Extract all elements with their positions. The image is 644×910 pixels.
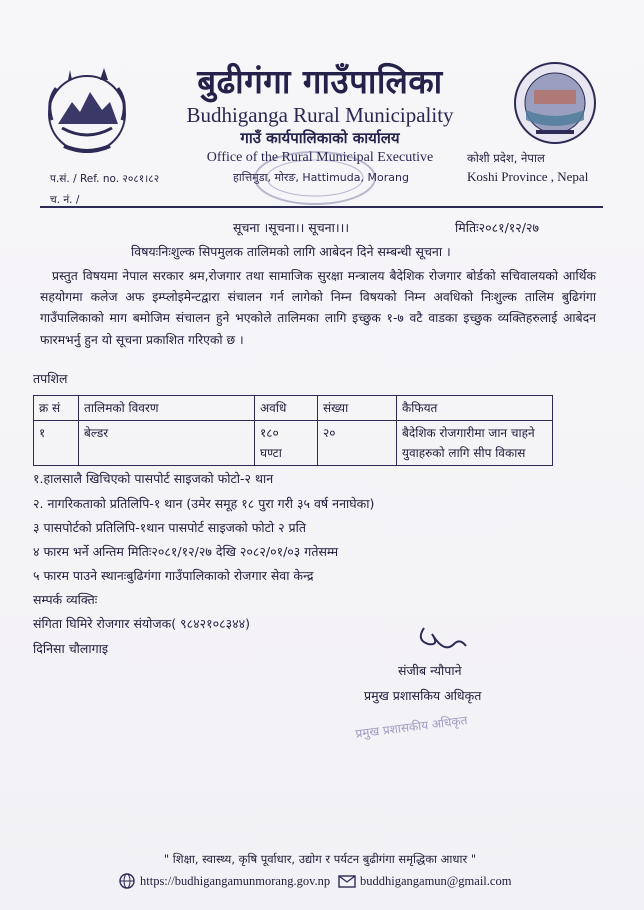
office-stamp-icon	[250, 148, 380, 208]
requirement-item: १.हालसालै खिचिएको पासपोर्ट साइजको फोटो-२ थान	[33, 471, 274, 486]
header-divider	[40, 206, 603, 208]
requirement-item: २. नागरिकताको प्रतिलिपि-१ थान (उमेर समूह १८ पुरा गरी ३५ वर्ष ननाघेका)	[33, 496, 375, 511]
requirement-item: ३ पासपोर्टको प्रतिलिपि-१थान पासपोर्ट साइजको फोटो २ प्रति	[33, 520, 307, 535]
details-label: तपशिल	[33, 371, 68, 386]
office-address: हात्तिमुडा, मोरङ, Hattimuda, Morang	[233, 171, 409, 184]
office-title-nepali: गाउँ कार्यपालिकाको कार्यालय	[240, 129, 400, 147]
training-table	[33, 395, 553, 466]
table-header-row	[34, 396, 553, 421]
requirement-item: ४ फारम भर्ने अन्तिम मितिः२०८१/१२/२७ देखि २०८२/०१/०३ गतेसम्म	[33, 544, 339, 559]
notice-paragraph: प्रस्तुत विषयमा नेपाल सरकार श्रम,रोजगार तथा सामाजिक सुरक्षा मन्त्रालय बैदेशिक रोजगार बोर्डको सचिवालयको आर्थिक सहयोगमा कलेज अफ इम्प्लोइमेन्टद्वारा संचालन गर्न लागेको निम्न विषयको निम्न अवधिको निःशुल्क तालिम बुढिगंगा गाउँपालिकाको माग बमोजिम संचालन हुने भएकोले तालिमका लागि इच्छुक १-७ वटै वाडका इच्छुक व्यक्तिहरुलाई आबेदन फारमभर्नु हुन यो सूचना प्रकाशित गरिएको छ ।	[40, 269, 596, 347]
reference-number: प.सं. / Ref. no. २०८१।८२	[50, 173, 160, 185]
requirement-item: ५ फारम पाउने स्थानःबुढिगंगा गाउँपालिकाको रोजगार सेवा केन्द्र	[33, 568, 314, 583]
website-link[interactable]: https://budhigangamunmorang.gov.np	[140, 874, 331, 888]
notice-subject: विषयःनिःशुल्क सिपमुलक तालिमको लागि आबेदन दिने सम्बन्धी सूचना ।	[131, 244, 451, 259]
municipality-title-english: Budhiganga Rural Municipality	[186, 103, 454, 127]
contact-person-2: दिनिसा चौलागाइ	[33, 641, 109, 656]
contact-person-1: संगिता घिमिरे रोजगार संयोजक( ९८४२१०८३४४)	[33, 616, 251, 631]
province-english: Koshi Province , Nepal	[467, 169, 589, 184]
col-remarks: कैफियत	[397, 396, 553, 421]
notice-heading: सूचना ।सूचना।। सूचना।।।	[233, 220, 350, 235]
signature-icon	[410, 620, 470, 660]
remarks-line-2: युवाहरुको लागि सीप विकास	[402, 446, 526, 460]
signatory-name: संजीब न्यौपाने	[398, 663, 462, 678]
col-training: तालिमको विवरण	[79, 396, 255, 421]
province-nepali: कोशी प्रदेश, नेपाल	[467, 151, 545, 165]
cell-remarks	[397, 421, 553, 466]
notice-date: मितिः२०८१/१२/२७	[455, 220, 540, 235]
municipality-title-nepali: बुढीगंगा गाउँपालिका	[197, 62, 443, 101]
duration-value: १८०	[260, 426, 279, 440]
globe-icon	[118, 872, 136, 890]
contact-label: सम्पर्क व्यक्तिः	[33, 592, 98, 607]
designation-stamp: प्रमुख प्रशासकीय अधिकृत	[354, 713, 469, 741]
footer-slogan: " शिक्षा, स्वास्थ्य, कृषि पूर्वाधार, उद्योग र पर्यटन बुढीगंगा समृद्धिका आधार "	[163, 852, 477, 866]
office-title-english: Office of the Rural Municipal Executive	[206, 150, 434, 165]
email-link[interactable]: buddhigangamun@gmail.com	[360, 874, 512, 888]
nepal-emblem-logo	[38, 62, 136, 160]
col-sn: क्र सं	[34, 396, 79, 421]
cell-sn: १	[34, 421, 79, 466]
envelope-icon	[338, 875, 356, 888]
remarks-line-1: बैदेशिक रोजगारीमा जान चाहने	[402, 426, 535, 440]
cell-count: २०	[318, 421, 397, 466]
duration-unit: घण्टा	[260, 446, 282, 460]
dispatch-number: च. नं. /	[50, 194, 80, 206]
col-duration: अवधि	[255, 396, 318, 421]
cell-duration	[255, 421, 318, 466]
table-row	[34, 421, 553, 466]
col-count: संख्या	[318, 396, 397, 421]
municipality-logo	[512, 60, 598, 146]
cell-training: बेल्डर	[79, 421, 255, 466]
signatory-title: प्रमुख प्रशासकिय अधिकृत	[364, 688, 482, 703]
